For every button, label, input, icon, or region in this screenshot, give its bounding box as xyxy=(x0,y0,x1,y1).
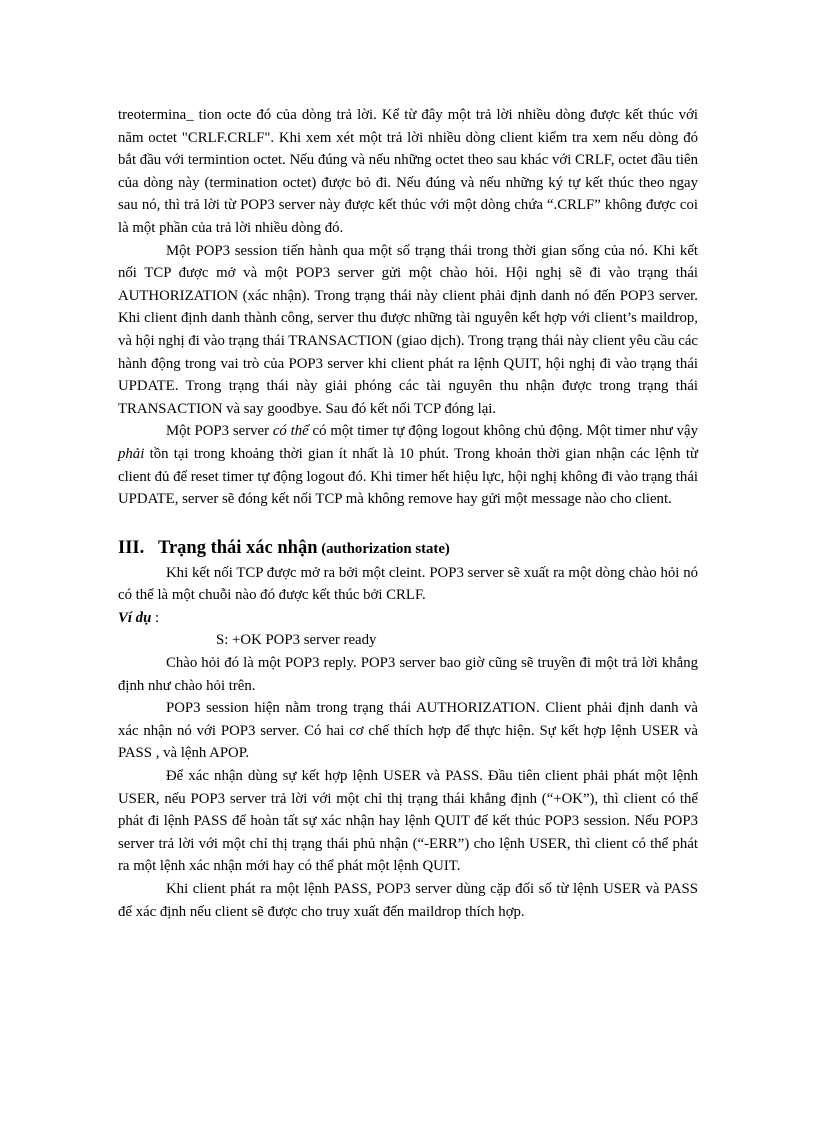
emphasis-text: có thể xyxy=(272,423,309,440)
text-segment: Một POP3 server xyxy=(166,423,273,440)
text-segment: có một timer tự động logout không chủ động. Một timer như vậy xyxy=(308,423,698,440)
paragraph-logout-timer xyxy=(118,420,698,510)
section-number: III. xyxy=(118,537,145,558)
paragraph-session-states: Một POP3 session tiến hành qua một số trạng thái trong thời gian sống của nó. Khi kết nối TCP được mở và một POP3 server gửi một chào hỏi. Hội nghị sẽ đi vào trạng thái AUTHORIZATION (xác nhận). Trong trạng thái này client phải định danh nó đến POP3 server. Khi client định danh thành công, server thu được những tài nguyên kết hợp với client’s maildrop, và hội nghị đi vào trạng thái TRANSACTION (giao dịch). Trong trạng thái này client yêu cầu các hành động trong vai trò của POP3 server khi client phát ra lệnh QUIT, hội nghị đi vào trạng thái UPDATE. Trong trạng thái này giải phóng các tài nguyên thu nhận được trong trạng thái TRANSACTION và say goodbye. Sau đó kết nối TCP đóng lại. xyxy=(118,242,698,417)
section-title: Trạng thái xác nhận xyxy=(158,537,318,558)
emphasis-text: phải xyxy=(118,445,145,462)
section-subtitle: (authorization state) xyxy=(317,540,450,557)
paragraph-reply: Chào hỏi đó là một POP3 reply. POP3 server bao giờ cũng sẽ truyền đi một trả lời khẳng định như chào hỏi trên. xyxy=(118,655,698,694)
paragraph-authorization: POP3 session hiện nằm trong trạng thái AUTHORIZATION. Client phải định danh và xác nhận nó với POP3 server. Có hai cơ chế thích hợp để thực hiện. Sự kết hợp lệnh USER và PASS , và lệnh APOP. xyxy=(118,700,698,762)
example-label-suffix: : xyxy=(151,609,160,626)
example-code: S: +OK POP3 server ready xyxy=(216,632,377,649)
text-segment: tồn tại trong khoảng thời gian ít nhất là 10 phút. Trong khoản thời gian nhận các lệnh từ client đủ để reset timer tự động logout đó. Khi timer hết hiệu lực, hội nghị không đi vào trạng thái UPDATE, server sẽ đóng kết nối TCP mà không remove hay gửi một message nào cho client. xyxy=(118,445,698,508)
paragraph-pass-command: Khi client phát ra một lệnh PASS, POP3 server dùng cặp đối số từ lệnh USER và PASS để xác định nếu client sẽ được cho truy xuất đến maildrop thích hợp. xyxy=(118,881,698,920)
document-page xyxy=(118,104,698,923)
paragraph-greeting: Khi kết nối TCP được mở ra bởi một cleint. POP3 server sẽ xuất ra một dòng chào hỏi nó có thể là một chuỗi nào đó được kết thúc bởi CRLF. xyxy=(118,564,698,604)
section-heading xyxy=(118,535,698,562)
paragraph-multiline-reply: treotermina_ tion octe đó của dòng trả lời. Kể từ đây một trả lời nhiều dòng được kết thúc với năm octet "CRLF.CRLF". Khi xem xét một trả lời nhiều dòng client kiểm tra xem nếu dòng đó bắt đầu với termintion octet. Nếu đúng và nếu những octet theo sau khác với CRLF, octet đầu tiên của dòng này (termination octet) được bỏ đi. Nếu đúng và nếu những ký tự kết thúc theo ngay sau nó, thì trả lời từ POP3 server này được kết thúc với một dòng chứa “.CRLF” không được coi là một phần của trả lời nhiều dòng đó. xyxy=(118,107,698,236)
example-label xyxy=(118,607,698,630)
example-label-text: Ví dụ xyxy=(118,609,152,626)
paragraph-user-pass: Để xác nhận dùng sự kết hợp lệnh USER và PASS. Đầu tiên client phải phát một lệnh USER, nếu POP3 server trả lời với một chỉ thị trạng thái khẳng định (“+OK”), thì client có thể phát đi lệnh PASS để hoàn tất sự xác nhận hay lệnh QUIT để kết thúc POP3 session. Nếu POP3 server trả lời với một chỉ thị trạng thái phủ nhận (“-ERR”) cho lệnh USER, thì client có thể phát ra một lệnh xác nhận mới hay có thể phát một lệnh QUIT. xyxy=(118,768,698,875)
